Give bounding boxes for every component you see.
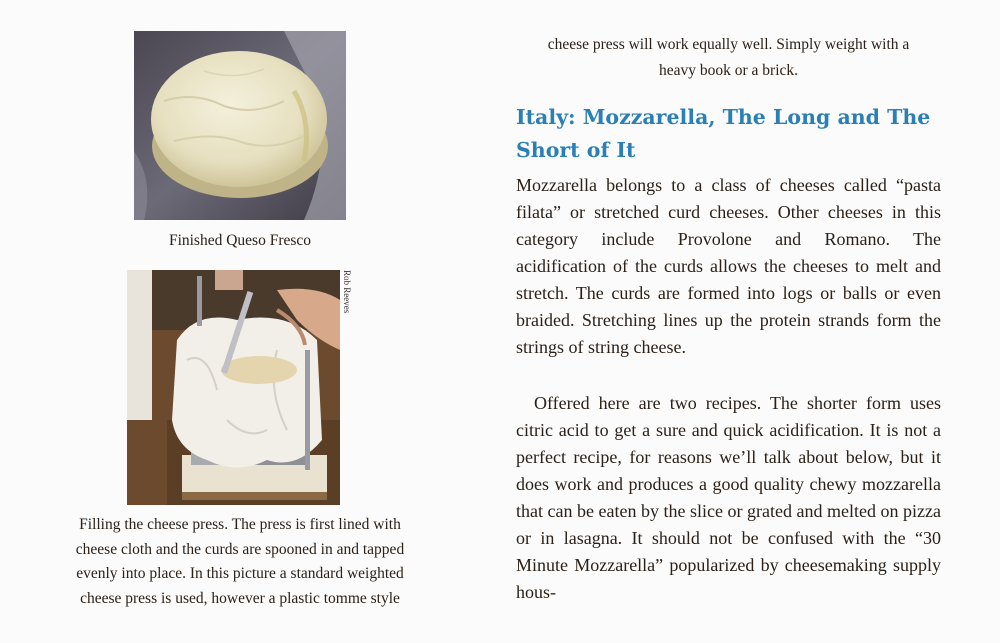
photo-credit: Rob Reeves xyxy=(342,270,352,314)
figure1-caption: Finished Queso Fresco xyxy=(168,232,312,249)
cheese-press-photo xyxy=(127,270,340,505)
caption-line: evenly into place. In this picture a standard weighted xyxy=(76,565,404,583)
figure2-caption xyxy=(20,513,460,611)
caption-continuation xyxy=(516,32,941,84)
continuation-line: heavy book or a brick. xyxy=(658,62,799,79)
body-paragraph: Offered here are two recipes. The shorter form uses citric acid to get a sure and quick acidification. It is not a perfect recipe, for reasons we’ll talk about below, but it does work and produces a good quality chewy mozzarella that can be eaten by the slice or grated and melted on pizza or in lasagna. It should not be confused with the “30 Minute Mozzarella” popularized by cheesemaking supply hous- xyxy=(516,393,941,602)
queso-fresco-image xyxy=(134,31,346,220)
body-paragraph: Mozzarella belongs to a class of cheeses called “pasta filata” or stretched curd cheeses. Other cheeses in this category include Provolone and Romano. The acidification of the curds allows the cheeses to melt and stretch. The curds are formed into logs or balls or even braided. Stretching lines up the protein strands form the strings of string cheese. xyxy=(516,175,941,357)
caption-line: cheese cloth and the curds are spooned in and tapped xyxy=(75,540,405,558)
queso-fresco-photo xyxy=(134,31,346,220)
section-heading: Italy: Mozzarella, The Long and The Short of It xyxy=(516,105,931,162)
caption-line: Filling the cheese press. The press is first lined with xyxy=(79,516,401,533)
cheese-press-image xyxy=(127,270,340,505)
caption-line: cheese press is used, however a plastic tomme style xyxy=(80,589,400,607)
left-page xyxy=(0,0,480,643)
continuation-line: cheese press will work equally well. Simply weight with a xyxy=(547,36,910,53)
